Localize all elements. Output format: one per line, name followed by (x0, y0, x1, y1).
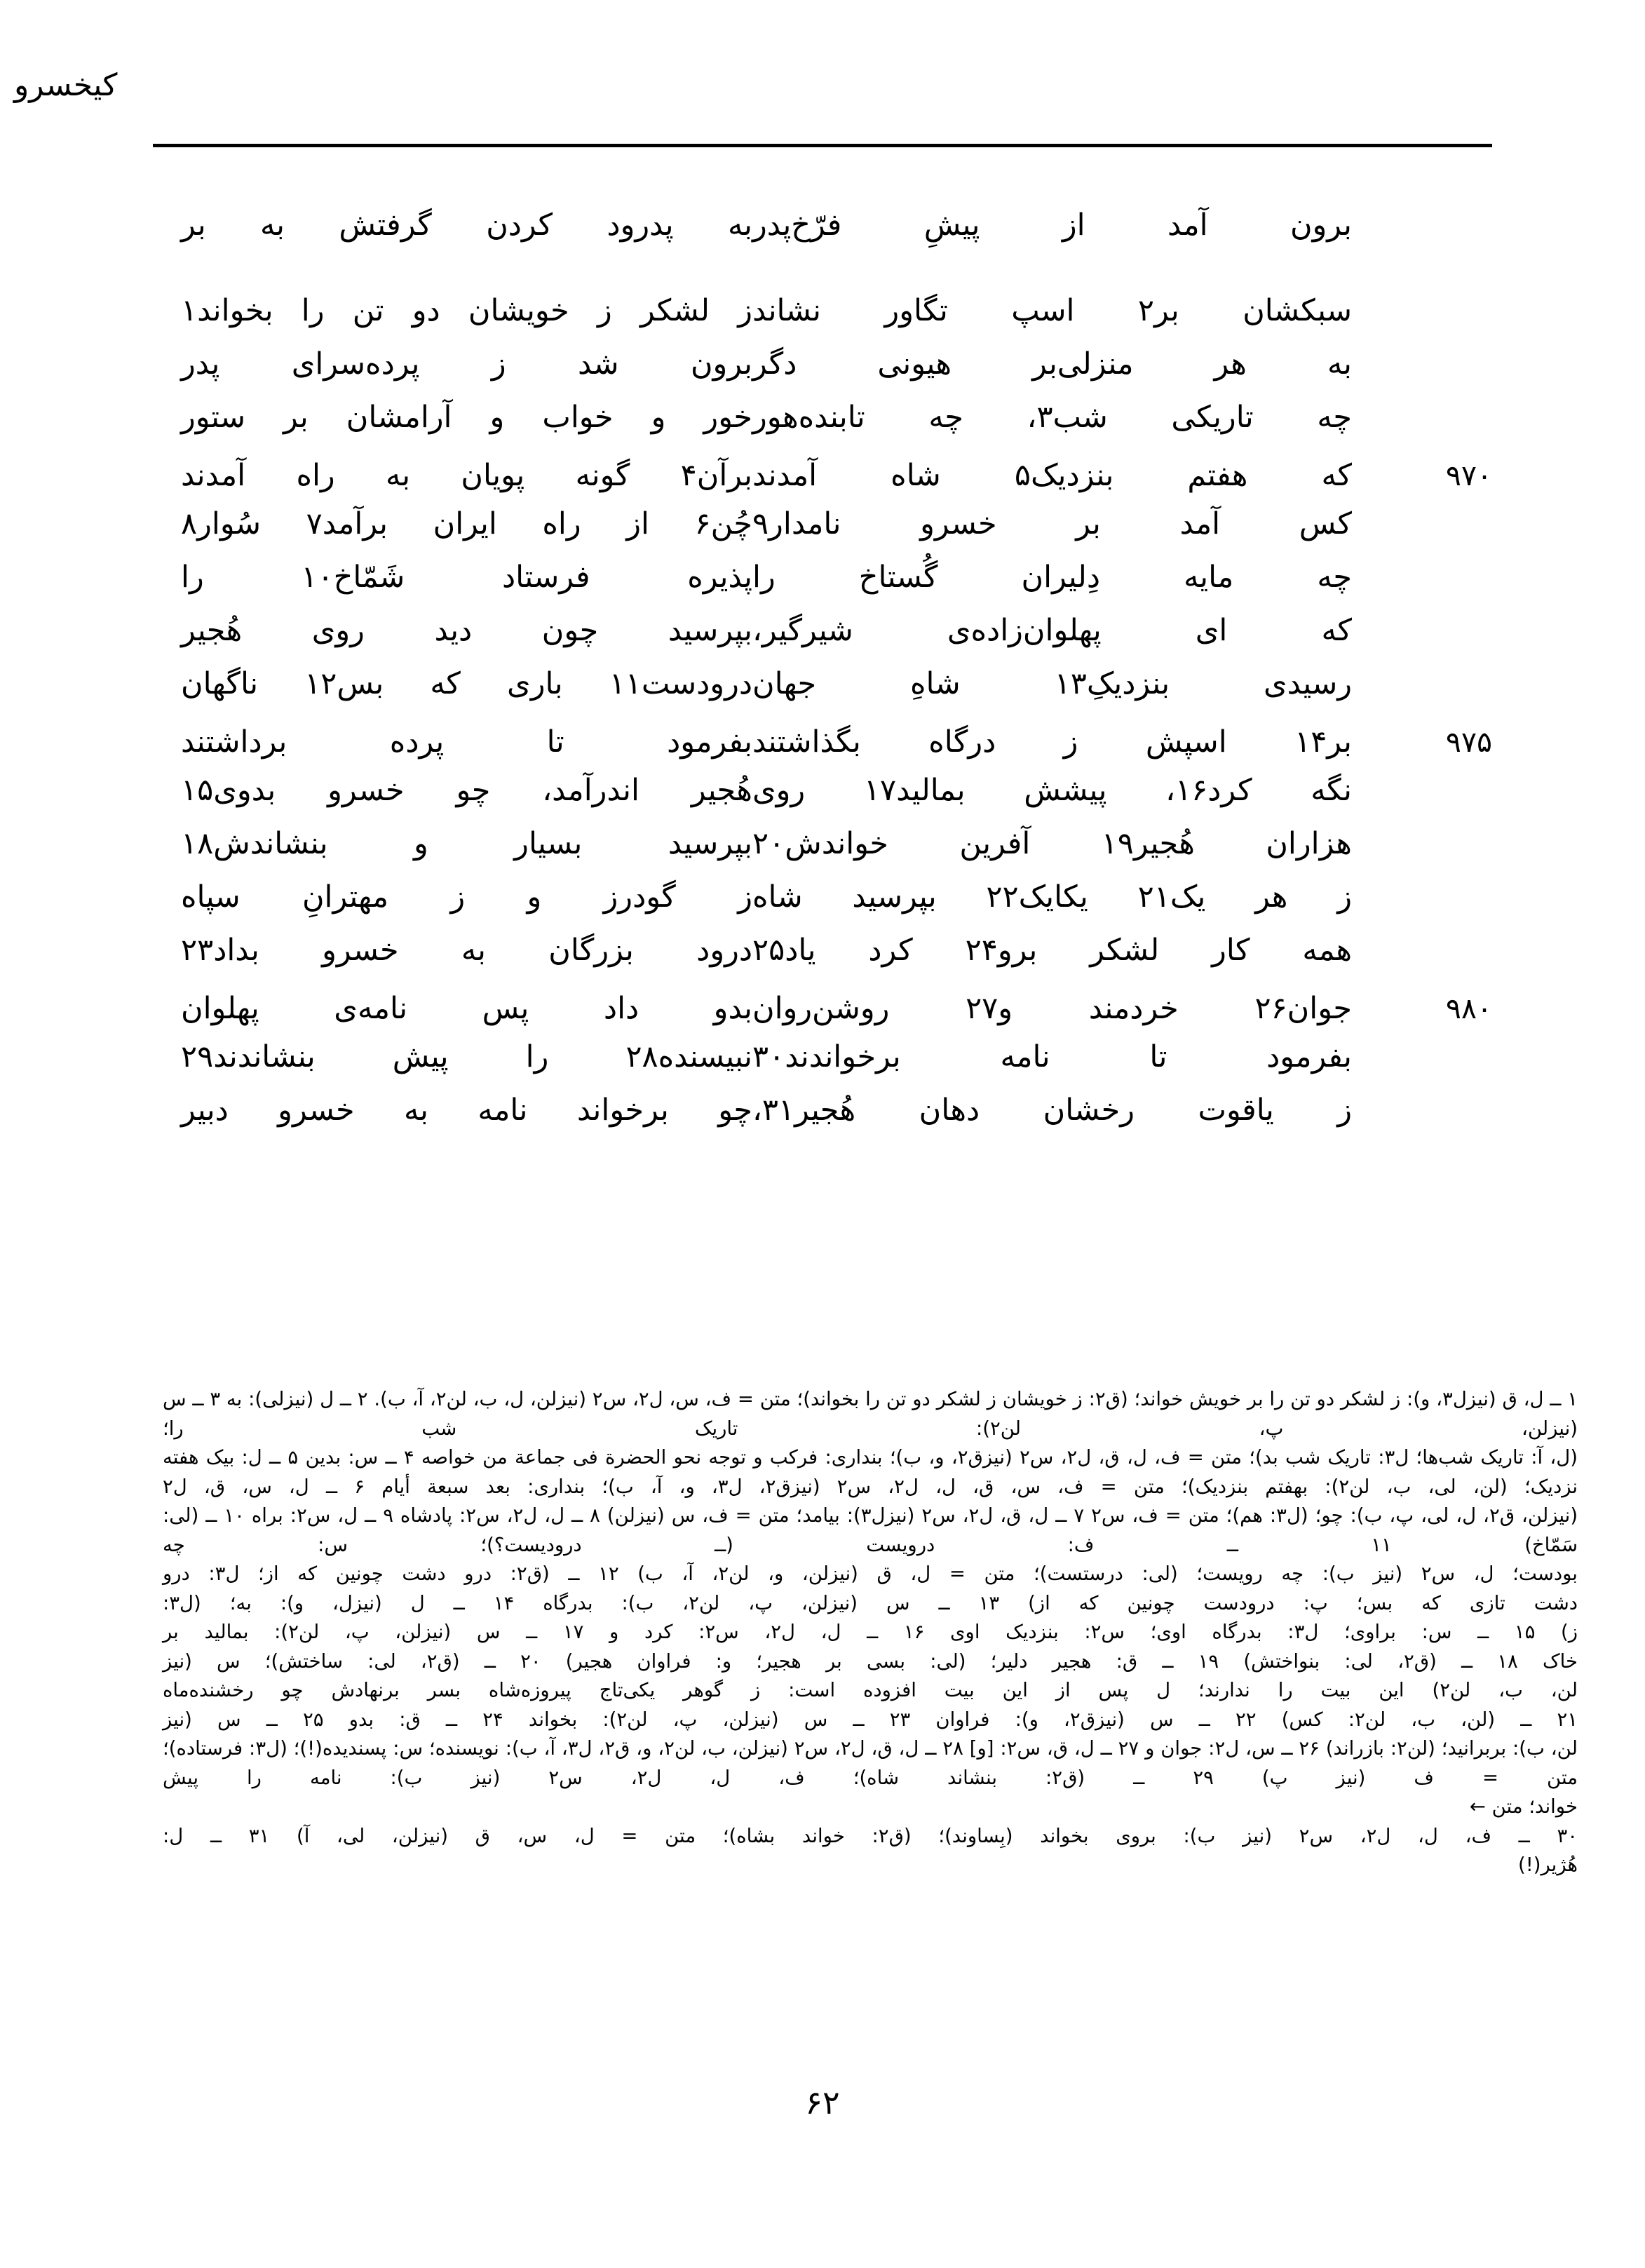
apparatus-line: دشت تازی که بس؛ پ: درودست چونین که از) ١٣ ــ س (نیزلن، پ، لن٢، ب): بدرگاه ١۴ ــ ل (نیزل، و): به؛ (ل٣: (163, 1591, 1578, 1614)
hemistich-second: همه کار لشکر برو٢۴ کرد یاد٢۵ (752, 933, 1352, 968)
verse-number (1352, 635, 1492, 640)
verse-number: ۹۸۰ (1445, 992, 1492, 1025)
hemistich-first: درودست١١ باری که بس١٢ ناگهان (181, 666, 752, 701)
verse-couplet (153, 613, 1492, 669)
header-rule (153, 144, 1492, 147)
verse-number (1352, 688, 1492, 694)
hemistich-first: چُن۶ از راه ایران برآمد٧ سُوار٨ (181, 506, 752, 541)
hemistich-second: هزاران هُجیر١٩ آفرین خواندش٢٠ (752, 826, 1352, 861)
verse-number (1352, 421, 1492, 427)
verse-number (1352, 1114, 1492, 1120)
verse-number (1352, 1061, 1492, 1067)
hemistich-first: ز لشکر ز خویشان دو تن را بخواند١ (181, 293, 752, 328)
hemistich-first: خور و خواب و آرامشان بر ستور (181, 400, 752, 435)
verse-number (1352, 229, 1492, 235)
apparatus-line: (نیزلن، ق٢، ل، لی، پ، ب): چو؛ (ل٣: هم)؛ متن = ف، س٢ ٧ ــ ل، ق، ل٢، س٢ (نیزل٣): بیامد؛ متن = ف، س (نیزلن) ٨ ــ ل، ل٢، س٢: پادشاه ٩ ــ ل، س٢: براه ١٠ ــ (لی: سَمّاخ) ١١ ــ ف: درویست (ــ درودیست؟)؛ س: چه (163, 1504, 1578, 1556)
apparatus-line: ١ ــ ل، ق (نیزل٣، و): ز لشکر دو تن را بر خویش خواند؛ (ق٢: ز خویشان ز لشکر دو تن را بخواند)؛ متن = ف، س، ل٢، س٢ (نیزلن، ل، ب، لن٢، آ، ب). ٢ ــ ل (نیزلی): به ٣ ــ س (نیزلن، پ، لن٢): تاریک شب را؛ (163, 1388, 1578, 1440)
hemistich-second: چه مایه دِلیران گُستاخ را (752, 560, 1352, 595)
hemistich-first: برآن۴ گونه پویان به راه آمدند (181, 458, 752, 493)
running-head-title: کیخسرو (14, 67, 118, 103)
verse-number (1352, 368, 1492, 374)
apparatus-line: خواند؛ متن ← (1469, 1795, 1578, 1818)
hemistich-second: سبکشان بر٢ اسپ تگاور نشاند (752, 293, 1352, 328)
running-head (0, 67, 1492, 103)
hemistich-first: هُجیر اندرآمد، چو خسرو بدوی١۵ (181, 773, 752, 808)
verse-couplet (153, 346, 1492, 403)
apparatus-line: بودست؛ ل، س٢ (نیز ب): چه رویست؛ (لی: درستست)؛ متن = ل، ق (نیزلن، و، لن٢، آ، ب) ١٢ ــ (ق٢: درو دشت چونین که از؛ ل٣: درو (163, 1562, 1578, 1585)
hemistich-first: ز گودرز و ز مهترانِ سپاه (181, 879, 752, 914)
hemistich-first: چو برخواند نامه به خسرو دبیر (181, 1093, 752, 1128)
hemistich-first: درود بزرگان به خسرو بداد٢٣ (181, 933, 752, 968)
verse-couplet (153, 1095, 1492, 1149)
apparatus-line: لن، ب): بربرانید؛ (لن٢: بازراند) ٢۶ ــ س، ل٢: جوان و ٢٧ ــ ل، ق، س٢: [و] ٢٨ ــ ل، ق، ل٢، س٢ (نیزلن، ب، لن٢، و، ق٢، ل٣، آ، ب): نویسنده؛ س: پسندیده(!)؛ (ل٣: فرستاده)؛ متن = ف (نیز پ) ٢٩ ــ (ق٢: بنشاند شاه)؛ ف، ل، ل٢، س٢ (نیز ب): نامه را پیش (163, 1737, 1578, 1789)
apparatus-line: نزدیک؛ (لن، لی، ب، لن٢): بهفتم بنزدیک)؛ متن = ف، س، ق، ل، ل٢، س٢ (نیزق٢، ل٣، و، آ، ب)؛ بنداری: بعد سبعة أیام ۶ ــ ل، س، ق، ل٢ (163, 1475, 1578, 1498)
hemistich-second: برون آمد از پیشِ فرّخ‌پدر (752, 208, 1352, 243)
apparatus-line: هُژیر(!) (1518, 1854, 1578, 1876)
apparatus-line: ز) ١۵ ــ س: براوی؛ ل٣: بدرگاه اوی؛ س٢: بنزدیک اوی ١۶ ــ ل، ل٢، س٢: کرد و ١٧ ــ س (نیزلن، پ، لن٢): بمالید بر (163, 1621, 1578, 1643)
verse-couplet (153, 1039, 1492, 1095)
verse-couplet (153, 210, 1492, 296)
hemistich-first: نبیسنده٢٨ را پیش بنشاندند٢٩ (181, 1039, 752, 1074)
verse-couplet (153, 933, 1492, 989)
critical-apparatus (163, 1385, 1578, 1880)
hemistich-second: که ای پهلوان‌زاده‌ی شیرگیر، (752, 613, 1352, 648)
hemistich-first: بفرمود تا پرده برداشتند (181, 724, 752, 760)
folio-number: ۶۲ (805, 2084, 840, 2121)
apparatus-line: (ل، آ: تاریک شب‌ها؛ ل٣: تاریک شب بد)؛ متن = ف، ل، ق، ل٢، س٢ (نیزق٢، و، ب)؛ بنداری: فرکب و توجه نحو الحضرة فی جماعة من خواصه ۴ ــ س: بدین ۵ ــ ل: بیک هفته (163, 1446, 1578, 1469)
apparatus-line: خاک ١٨ ــ (ق٢، لی: بنواختش) ١٩ ــ ق: هجیر دلیر؛ (لی: بسی بر هجیر؛ و: فراوان هجیر) ٢٠ ــ (ق٢، لی: ساختش)؛ س (نیز (163, 1649, 1578, 1673)
verse-couplet (153, 879, 1492, 936)
apparatus-line: ٣٠ ــ ف، ل، ل٢، س٢ (نیز ب): بروی بخواند (بِساوند)؛ (ق٢: خواند بشاه)؛ متن = ل، س، ق (نیزلن، لی، آ) ٣١ ــ ل: (163, 1824, 1578, 1847)
verse-couplet (153, 773, 1492, 829)
hemistich-first: بپرسید چون دید روی هُجیر (181, 613, 752, 648)
verse-couplet (153, 506, 1492, 562)
hemistich-second: نگه کرد١۶، پیشش بمالید١٧ روی (752, 773, 1352, 808)
hemistich-second: کس آمد بر خسرو نامدار٩ (752, 506, 1352, 541)
verse-number (1352, 954, 1492, 960)
verse-couplet (153, 562, 1492, 616)
verse-number (1352, 315, 1492, 320)
hemistich-first: بدو داد پس نامه‌ی پهلوان (181, 991, 752, 1026)
verse-couplet (153, 826, 1492, 882)
verse-couplet (153, 293, 1492, 349)
verse-number: ۹۷۰ (1445, 459, 1492, 492)
hemistich-second: ز یاقوت رخشان دهان هُجیر٣١، (752, 1093, 1352, 1128)
hemistich-second: بر١۴ اسپش ز درگاه بگذاشتند (752, 724, 1352, 760)
hemistich-first: بپرسید بسیار و بنشاندش١٨ (181, 826, 752, 861)
verse-number (1352, 528, 1492, 534)
apparatus-line: لن، ب، لن٢) این بیت را ندارند؛ ل پس از این بیت افزوده است: ز گوهر یکی‌تاج پیروزه‌شاه بسر برنهادش چو رخشنده‌ماه (163, 1679, 1578, 1701)
hemistich-second: بفرمود تا نامه برخواندند٣٠ (752, 1039, 1352, 1074)
hemistich-first: پذیره فرستاد شَمّاخ١٠ را (181, 560, 752, 595)
hemistich-first: برون شد ز پرده‌سرای پدر (181, 346, 752, 382)
verse-couplet (153, 989, 1492, 1042)
verse-number (1352, 795, 1492, 800)
hemistich-second: جوان٢۶ خردمند و٢٧ روشن‌روان (752, 991, 1352, 1026)
verse-number: ۹۷۵ (1445, 725, 1492, 759)
hemistich-second: که هفتم بنزدیک۵ شاه آمدند (752, 458, 1352, 493)
verse-couplet (153, 400, 1492, 456)
hemistich-first: به پدرود کردن گرفتش به بر (181, 208, 752, 243)
verse-block (153, 210, 1492, 1149)
verse-number (1352, 581, 1492, 587)
verse-couplet (153, 722, 1492, 776)
apparatus-line: ٢١ ــ (لن، ب، لن٢: کس) ٢٢ ــ س (نیزق٢، و): فراوان ٢٣ ــ س (نیزلن، پ، لن٢): بخواند ٢۴ ــ ق: بدو ٢۵ ــ س (نیز (163, 1708, 1578, 1731)
hemistich-second: چه تاریکی شب٣، چه تابنده‌هور (752, 400, 1352, 435)
verse-number (1352, 848, 1492, 853)
verse-number (1352, 901, 1492, 907)
verse-couplet (153, 666, 1492, 722)
verse-couplet (153, 456, 1492, 509)
hemistich-second: ز هر یک٢١ یکایک٢٢ بپرسید شاه (752, 879, 1352, 914)
hemistich-second: به هر منزلی‌بر هیونی دگر (752, 346, 1352, 382)
hemistich-second: رسیدی بنزدیکِ١٣ شاهِ جهان (752, 666, 1353, 701)
